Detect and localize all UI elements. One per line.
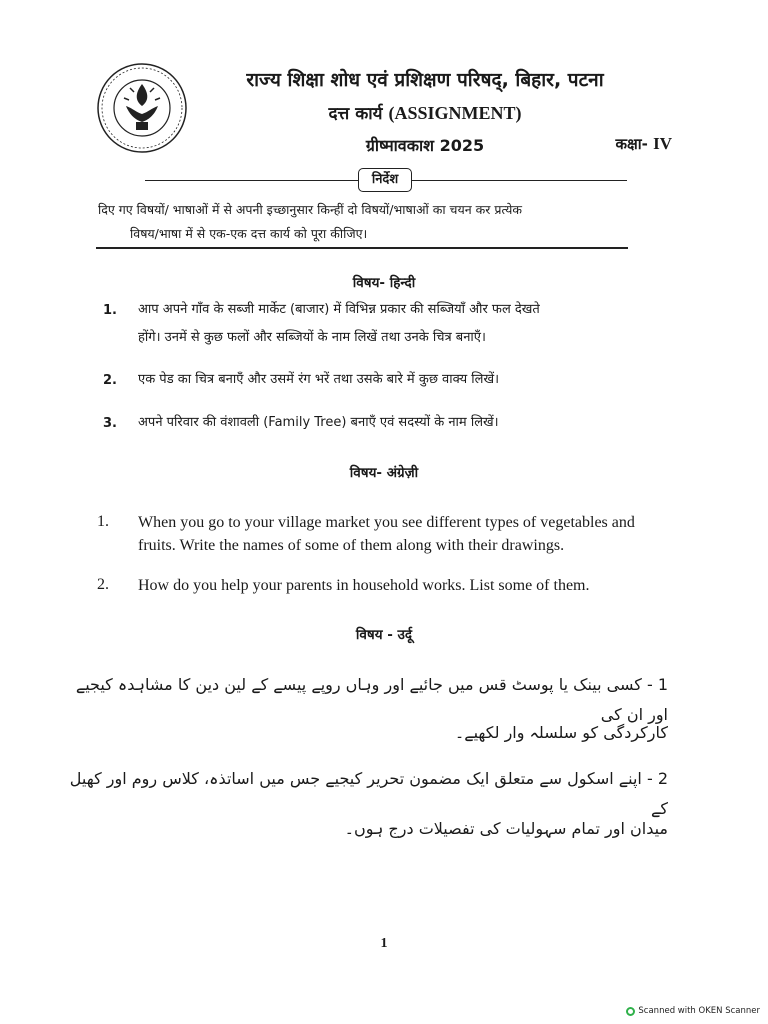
hindi-q1-text: [138, 296, 678, 352]
scanner-watermark: [626, 1006, 760, 1016]
vacation-label: ग्रीष्मावकाश 2025: [365, 136, 485, 155]
assignment-title: [190, 101, 660, 124]
divider-full: [96, 247, 628, 249]
divider-right: [412, 180, 627, 181]
hindi-q2-text: एक पेड का चित्र बनाएँ और उसमें रंग भरें तथा उसके बारे में कुछ वाक्य लिखें।: [138, 372, 500, 387]
urdu-q1-line-1: 1 - کسی بینک یا پوسٹ قس میں جائیے اور وہاں روپے پیسے کے لین دین کا مشاہدہ کیجیے اور ان کی: [75, 675, 668, 724]
scanner-text: Scanned with OKEN Scanner: [638, 1006, 760, 1016]
seal-icon: [96, 62, 188, 154]
english-q1-number: 1.: [97, 513, 109, 530]
class-label: [615, 134, 672, 154]
assignment-title-hindi: दत्त कार्य: [328, 104, 383, 124]
hindi-q2-number: 2.: [103, 373, 117, 388]
council-name: राज्य शिक्षा शोध एवं प्रशिक्षण परिषद्, बिहार, पटना: [246, 69, 604, 91]
hindi-q1-line-1: आप अपने गाँव के सब्जी मार्केट (बाजार) में विभिन्न प्रकार की सब्जियाँ और फल देखते: [138, 302, 540, 317]
english-q1-line-2: fruits. Write the names of some of them along with their drawings.: [138, 537, 565, 554]
english-q2-number: 2.: [97, 576, 109, 593]
assignment-title-english: (ASSIGNMENT): [388, 103, 522, 123]
english-q1-text: [138, 511, 678, 557]
hindi-heading: विषय- हिन्दी: [352, 275, 416, 291]
instructions-title: निर्देश: [358, 168, 412, 192]
page-number: 1: [380, 936, 388, 951]
urdu-q2-line-1: 2 - اپنے اسکول سے متعلق ایک مضمون تحریر کیجیے جس میں اساتذہ، کلاس روم اور کھیل کے: [69, 769, 668, 818]
divider-left: [145, 180, 358, 181]
hindi-q3-number: 3.: [103, 416, 117, 431]
urdu-heading: विषय - उर्दू: [355, 627, 413, 643]
hindi-q1-line-2: होंगे। उनमें से कुछ फलों और सब्जियों के नाम लिखें तथा उनके चित्र बनाएँ।: [138, 330, 486, 345]
class-label-text: कक्षा-: [615, 135, 648, 153]
instructions-line-1: दिए गए विषयों/ भाषाओं में से अपनी इच्छानुसार किन्हीं दो विषयों/भाषाओं का चयन कर प्रत्येक: [98, 202, 522, 217]
english-heading: विषय- अंग्रेज़ी: [349, 465, 419, 481]
hindi-q1-number: 1.: [103, 303, 117, 318]
hindi-q3-text: अपने परिवार की वंशावली (Family Tree) बनाएँ एवं सदस्यों के नाम लिखें।: [138, 415, 499, 430]
urdu-q1-line-2: کارکردگی کو سلسلہ وار لکھیے۔: [454, 723, 668, 742]
english-q2-text: How do you help your parents in household works. List some of them.: [138, 577, 590, 594]
class-value: IV: [653, 134, 672, 153]
urdu-q2-line-2: میدان اور تمام سہولیات کی تفصیلات درج ہوں۔: [344, 819, 668, 838]
english-q1-line-1: When you go to your village market you see different types of vegetables and: [138, 514, 635, 531]
instructions-text: [98, 198, 658, 246]
scanner-logo-icon: [626, 1007, 635, 1016]
instructions-line-2: विषय/भाषा में से एक-एक दत्त कार्य को पूरा कीजिए।: [130, 226, 368, 241]
